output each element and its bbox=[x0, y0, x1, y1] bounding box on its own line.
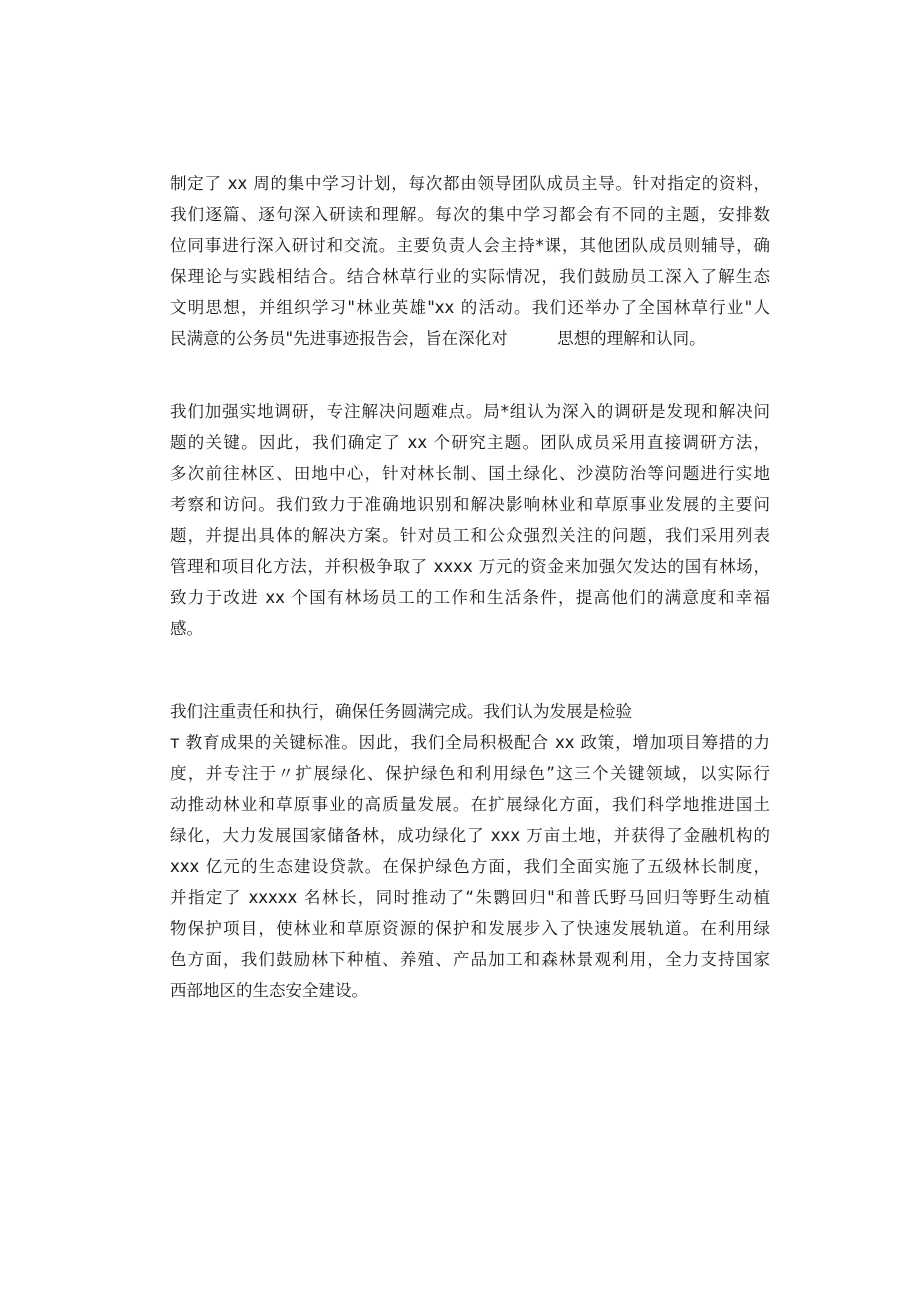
text-line: 题，并提出具体的解决方案。针对员工和公众强烈关注的问题，我们采用列表 bbox=[170, 526, 770, 545]
text-line: 民满意的公务员"先进事迹报告会，旨在深化对 思想的理解和认同。 bbox=[170, 329, 706, 348]
paragraph-responsibility-execution bbox=[170, 696, 770, 1006]
text-line: 致力于改进 xx 个国有林场员工的工作和生活条件，提高他们的满意度和幸福 bbox=[170, 588, 770, 607]
text-line: 绿化，大力发展国家储备林，成功绿化了 xxx 万亩土地，并获得了金融机构的 bbox=[170, 826, 770, 845]
text-line: т 教育成果的关键标准。因此，我们全局积极配合 xx 政策，增加项目筹措的力 bbox=[170, 733, 770, 752]
text-line: 我们注重责任和执行，确保任务圆满完成。我们认为发展是检验 bbox=[170, 702, 632, 721]
text-line: 度，并专注于〃扩展绿化、保护绿色和利用绿色”这三个关键领域，以实际行 bbox=[170, 764, 770, 783]
paragraph-study-plan bbox=[170, 168, 770, 354]
text-line: 动推动林业和草原事业的高质量发展。在扩展绿化方面，我们科学地推进国土 bbox=[170, 795, 770, 814]
text-line: 西部地区的生态安全建设。 bbox=[170, 981, 368, 1000]
text-line: 考察和访问。我们致力于准确地识别和解决影响林业和草原事业发展的主要问 bbox=[170, 495, 770, 514]
text-line: xxx 亿元的生态建设贷款。在保护绿色方面，我们全面实施了五级林长制度， bbox=[170, 857, 770, 876]
text-line: 位同事进行深入研讨和交流。主要负责人会主持*课，其他团队成员则辅导，确 bbox=[170, 236, 770, 255]
text-line: 物保护项目，使林业和草原资源的保护和发展步入了快速发展轨道。在利用绿 bbox=[170, 919, 770, 938]
text-line: 制定了 xx 周的集中学习计划，每次都由领导团队成员主导。针对指定的资料， bbox=[170, 174, 770, 193]
text-line: 我们逐篇、逐句深入研读和理解。每次的集中学习都会有不同的主题，安排数 bbox=[170, 205, 770, 224]
text-line: 感。 bbox=[170, 619, 203, 638]
text-line: 题的关键。因此，我们确定了 xx 个研究主题。团队成员采用直接调研方法， bbox=[170, 433, 770, 452]
text-line: 管理和项目化方法，并积极争取了 xxxx 万元的资金来加强欠发达的国有林场， bbox=[170, 557, 770, 576]
text-line: 文明思想，并组织学习"林业英雄"xx 的活动。我们还举办了全国林草行业"人 bbox=[170, 298, 770, 317]
text-line: 多次前往林区、田地中心，针对林长制、国土绿化、沙漠防治等问题进行实地 bbox=[170, 464, 770, 483]
text-line: 并指定了 xxxxx 名林长，同时推动了“朱鹮回归"和普氏野马回归等野生动植 bbox=[170, 888, 770, 907]
text-line: 色方面，我们鼓励林下种植、养殖、产品加工和森林景观利用，全力支持国家 bbox=[170, 950, 770, 969]
text-line: 保理论与实践相结合。结合林草行业的实际情况，我们鼓励员工深入了解生态 bbox=[170, 267, 770, 286]
paragraph-field-research bbox=[170, 396, 770, 644]
text-line: 我们加强实地调研，专注解决问题难点。局*组认为深入的调研是发现和解决问 bbox=[170, 402, 770, 421]
